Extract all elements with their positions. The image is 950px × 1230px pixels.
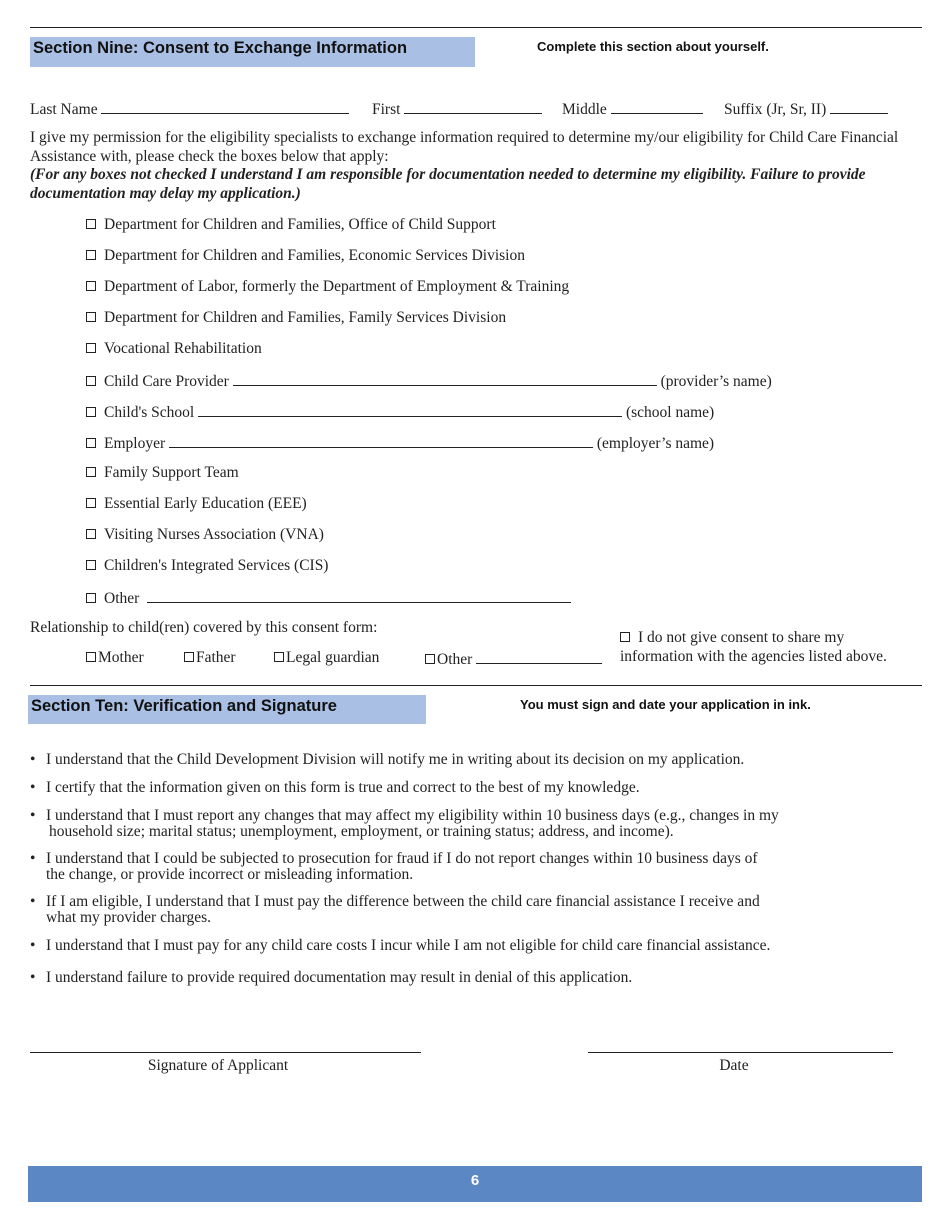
relationship-other-field[interactable] <box>476 649 602 664</box>
middle-name-group <box>562 99 703 119</box>
checkbox-icon[interactable] <box>86 407 96 417</box>
bullet-text: If I am eligible, I understand that I must pay the difference between the child care financial assistance I receive and <box>46 893 760 910</box>
checkbox-icon[interactable] <box>86 312 96 322</box>
middle-name-field[interactable] <box>611 99 703 114</box>
relationship-other[interactable] <box>425 649 602 669</box>
checkbox-icon[interactable] <box>86 529 96 539</box>
relationship-label: Relationship to child(ren) covered by this consent form: <box>30 619 378 636</box>
school-name-hint: (school name) <box>625 404 715 421</box>
checkbox-label: Child's School <box>104 404 195 421</box>
section-nine-note: Complete this section about yourself. <box>537 39 769 54</box>
bullet-text: I understand that the Child Development Division will notify me in writing about its decision on my application. <box>46 751 745 768</box>
suffix-label: Suffix (Jr, Sr, II) <box>724 101 827 118</box>
bullet-dot: • <box>30 969 36 986</box>
checkbox-icon[interactable] <box>86 652 96 662</box>
top-rule <box>30 27 922 28</box>
checkbox-childs-school[interactable] <box>86 402 714 422</box>
checkbox-icon[interactable] <box>425 654 435 664</box>
checkbox-label: Visiting Nurses Association (VNA) <box>104 526 324 543</box>
section-ten-rule <box>30 685 922 686</box>
no-consent-label-continued: information with the agencies listed above. <box>620 648 887 665</box>
first-name-label: First <box>372 101 401 118</box>
no-consent-label: I do not give consent to share my <box>638 629 845 646</box>
permission-text: I give my permission for the eligibility specialists to exchange information required to determine my/our eligibility for Child Care Financial Assistance with, please check the boxes below that apply: <box>30 129 899 165</box>
relationship-option-label: Mother <box>98 649 144 666</box>
checkbox-label: Other <box>104 590 140 607</box>
checkbox-label: Department of Labor, formerly the Department of Employment & Training <box>104 278 570 295</box>
bullet-dot: • <box>30 751 36 768</box>
checkbox-label: Children's Integrated Services (CIS) <box>104 557 329 574</box>
bullet-item <box>30 851 910 882</box>
relationship-option-label: Father <box>196 649 236 666</box>
bullet-item <box>30 780 910 796</box>
checkbox-label: Department for Children and Families, Office of Child Support <box>104 216 496 233</box>
bullet-item <box>30 752 910 768</box>
bullet-dot: • <box>30 937 36 954</box>
section-ten-note: You must sign and date your application in ink. <box>520 697 811 712</box>
bullet-text: I understand that I must pay for any child care costs I incur while I am not eligible for child care financial assistance. <box>46 937 771 954</box>
checkbox-office-child-support[interactable] <box>86 216 496 234</box>
checkbox-icon[interactable] <box>86 498 96 508</box>
suffix-field[interactable] <box>830 99 888 114</box>
checkbox-icon[interactable] <box>86 560 96 570</box>
bullet-text-continued: the change, or provide incorrect or misleading information. <box>46 865 414 883</box>
checkbox-icon[interactable] <box>274 652 284 662</box>
date-line[interactable] <box>588 1052 893 1053</box>
permission-paragraph <box>30 129 910 203</box>
warning-text: (For any boxes not checked I understand I am responsible for documentation needed to determine my eligibility. Failure to provide documentation may delay my application.) <box>30 166 866 202</box>
bullet-dot: • <box>30 779 36 796</box>
provider-name-hint: (provider’s name) <box>660 373 772 390</box>
checkbox-economic-services[interactable] <box>86 247 525 265</box>
bullet-text: I understand that I could be subjected to prosecution for fraud if I do not report changes within 10 business days of <box>46 850 758 867</box>
checkbox-icon[interactable] <box>86 250 96 260</box>
relationship-option-label: Legal guardian <box>286 649 380 666</box>
date-label: Date <box>719 1057 749 1074</box>
checkbox-icon[interactable] <box>86 343 96 353</box>
first-name-group <box>372 99 542 119</box>
checkbox-label: Department for Children and Families, Family Services Division <box>104 309 507 326</box>
checkbox-icon[interactable] <box>86 593 96 603</box>
checkbox-family-support-team[interactable] <box>86 464 239 482</box>
page-footer <box>28 1166 922 1202</box>
bullet-dot: • <box>30 850 36 867</box>
relationship-mother[interactable] <box>86 649 144 667</box>
checkbox-family-services[interactable] <box>86 309 506 327</box>
checkbox-icon[interactable] <box>86 438 96 448</box>
relationship-legal-guardian[interactable] <box>274 649 379 667</box>
employer-name-field[interactable] <box>169 433 593 448</box>
signature-line[interactable] <box>30 1052 421 1053</box>
checkbox-other[interactable] <box>86 588 571 608</box>
no-consent-option[interactable] <box>620 628 887 666</box>
checkbox-employer[interactable] <box>86 433 714 453</box>
page-number: 6 <box>470 1172 480 1189</box>
bullet-item <box>30 938 910 954</box>
checkbox-icon[interactable] <box>86 219 96 229</box>
checkbox-vna[interactable] <box>86 526 324 544</box>
checkbox-icon[interactable] <box>86 281 96 291</box>
relationship-option-label: Other <box>437 651 473 668</box>
checkbox-label: Department for Children and Families, Economic Services Division <box>104 247 525 264</box>
other-agency-field[interactable] <box>147 588 571 603</box>
last-name-field[interactable] <box>101 99 349 114</box>
checkbox-child-care-provider[interactable] <box>86 371 772 391</box>
employer-name-hint: (employer’s name) <box>596 435 715 452</box>
bullet-item <box>30 894 910 925</box>
checkbox-department-labor[interactable] <box>86 278 569 296</box>
first-name-field[interactable] <box>404 99 542 114</box>
bullet-text: I understand that I must report any changes that may affect my eligibility within 10 business days (e.g., changes in my <box>46 807 779 824</box>
checkbox-eee[interactable] <box>86 495 307 513</box>
last-name-label: Last Name <box>30 101 98 118</box>
checkbox-label: Vocational Rehabilitation <box>104 340 262 357</box>
checkbox-icon[interactable] <box>86 376 96 386</box>
bullet-text-continued: what my provider charges. <box>46 908 211 926</box>
bullet-text: I certify that the information given on this form is true and correct to the best of my knowledge. <box>46 779 640 796</box>
provider-name-field[interactable] <box>233 371 657 386</box>
bullet-text-continued: household size; marital status; unemployment, employment, or training status; address, and income). <box>49 822 674 840</box>
bullet-item <box>30 808 910 839</box>
middle-name-label: Middle <box>562 101 607 118</box>
checkbox-label: Essential Early Education (EEE) <box>104 495 307 512</box>
checkbox-icon[interactable] <box>184 652 194 662</box>
relationship-father[interactable] <box>184 649 236 667</box>
checkbox-label: Child Care Provider <box>104 373 229 390</box>
name-row <box>30 99 349 119</box>
bullet-dot: • <box>30 807 36 824</box>
bullet-text: I understand failure to provide required documentation may result in denial of this application. <box>46 969 633 986</box>
checkbox-icon[interactable] <box>620 632 630 642</box>
checkbox-label: Family Support Team <box>104 464 239 481</box>
checkbox-cis[interactable] <box>86 557 328 575</box>
checkbox-label: Employer <box>104 435 166 452</box>
bullet-item <box>30 970 910 986</box>
section-nine-title: Section Nine: Consent to Exchange Information <box>30 37 475 67</box>
checkbox-icon[interactable] <box>86 467 96 477</box>
section-ten-title: Section Ten: Verification and Signature <box>28 695 426 724</box>
signature-label: Signature of Applicant <box>147 1057 289 1074</box>
bullet-dot: • <box>30 893 36 910</box>
checkbox-vocational-rehab[interactable] <box>86 340 262 358</box>
suffix-group <box>724 99 888 119</box>
school-name-field[interactable] <box>198 402 622 417</box>
